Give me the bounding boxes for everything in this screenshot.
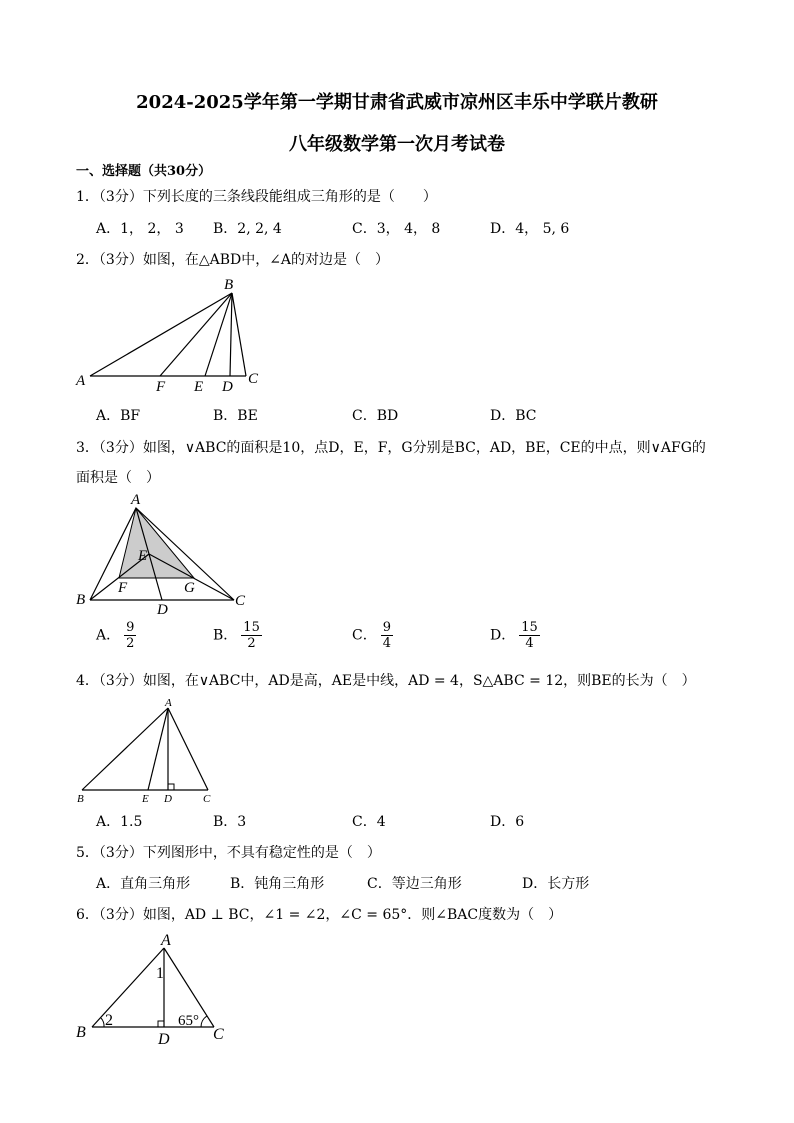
q6-triangle-figure (70, 930, 240, 1048)
q4-triangle-figure (72, 696, 222, 808)
question-2-text: 2．（3分）如图，在△ABD中，∠A的对边是（ ） (76, 252, 390, 268)
q4-label-a: A (165, 697, 172, 709)
q2-option-b: B．BE (213, 408, 258, 424)
fraction: $\frac{15}{2}$ (243, 620, 260, 651)
q2-label-c: C (248, 371, 259, 387)
question-4-text: 4．（3分）如图，在∨ABC中，AD是高，AE是中线，AD = 4，S△ABC = 12，则BE的长为（ ） (76, 673, 696, 689)
q2-option-c: C．BD (352, 408, 399, 424)
q4-label-b: B (77, 793, 84, 805)
section-heading: 一、选择题（共30分） (76, 164, 212, 179)
q2-label-b: B (224, 277, 234, 293)
fraction: $\frac{15}{4}$ (521, 620, 538, 651)
q1-option-c: C．3， 4， 8 (352, 221, 441, 237)
q3-label-b: B (76, 592, 86, 608)
exam-title-line2: 八年级数学第一次月考试卷 (289, 134, 505, 155)
q6-label-d: D (158, 1031, 170, 1048)
q3-option-c: C． $\frac{9}{4}$ (352, 620, 391, 651)
q3-option-b: B． $\frac{15}{2}$ (213, 620, 260, 651)
question-3-text-line1: 3．（3分）如图，∨ABC的面积是10，点D，E，F，G分别是BC，AD，BE，CE的中点，则∨AFG的 (76, 440, 706, 456)
q6-label-a: A (161, 932, 171, 949)
q6-label-b: B (76, 1024, 86, 1041)
exam-title-line1: 2024-2025学年第一学期甘肃省武威市凉州区丰乐中学联片教研 (136, 92, 658, 113)
q6-angle-2-label: 2 (105, 1012, 113, 1029)
q6-angle-65-label: 65° (178, 1013, 199, 1029)
q3-option-d: D． $\frac{15}{4}$ (490, 620, 538, 651)
q2-option-a: A．BF (96, 408, 141, 424)
q4-option-d: D．6 (490, 814, 525, 830)
fraction: $\frac{9}{2}$ (126, 620, 135, 651)
q5-option-d: D．长方形 (522, 876, 590, 892)
q5-option-a: A．直角三角形 (96, 876, 191, 892)
q3-label-f: F (118, 580, 128, 596)
q5-option-b: B．钝角三角形 (230, 876, 325, 892)
q2-triangle-figure (70, 272, 270, 396)
q1-option-d: D．4， 5, 6 (490, 221, 570, 237)
q3-label-e: E (138, 548, 148, 564)
q1-option-b: B．2, 2, 4 (213, 221, 282, 237)
question-6-text: 6．（3分）如图，AD ⊥ BC，∠1 = ∠2，∠C = 65°．则∠BAC度数为（ ） (76, 907, 563, 923)
q4-option-b: B．3 (213, 814, 247, 830)
question-1-text: 1．（3分）下列长度的三条线段能组成三角形的是（ ） (76, 189, 437, 205)
q2-label-f: F (156, 379, 166, 395)
q3-label-a: A (131, 492, 141, 508)
q3-option-a: A． $\frac{9}{2}$ (96, 620, 135, 651)
q2-label-a: A (76, 373, 86, 389)
q3-label-c: C (235, 593, 246, 609)
q5-option-c: C．等边三角形 (367, 876, 462, 892)
q3-triangle-figure (72, 490, 262, 618)
q4-label-c: C (203, 793, 211, 805)
q3-label-g: G (184, 580, 195, 596)
q2-label-e: E (194, 379, 204, 395)
q3-label-d: D (157, 602, 168, 618)
q6-label-c: C (213, 1026, 224, 1043)
q4-option-a: A．1.5 (96, 814, 143, 830)
q4-label-e: E (142, 793, 149, 805)
q4-option-c: C．4 (352, 814, 386, 830)
fraction: $\frac{9}{4}$ (382, 620, 391, 651)
q6-angle-1-label: 1 (156, 965, 164, 982)
q2-option-d: D．BC (490, 408, 537, 424)
question-5-text: 5．（3分）下列图形中，不具有稳定性的是（ ） (76, 845, 381, 861)
q4-label-d: D (164, 793, 172, 805)
q2-label-d: D (222, 379, 233, 395)
q1-option-a: A．1， 2， 3 (96, 221, 184, 237)
question-3-text-line2: 面积是（ ） (76, 470, 160, 486)
